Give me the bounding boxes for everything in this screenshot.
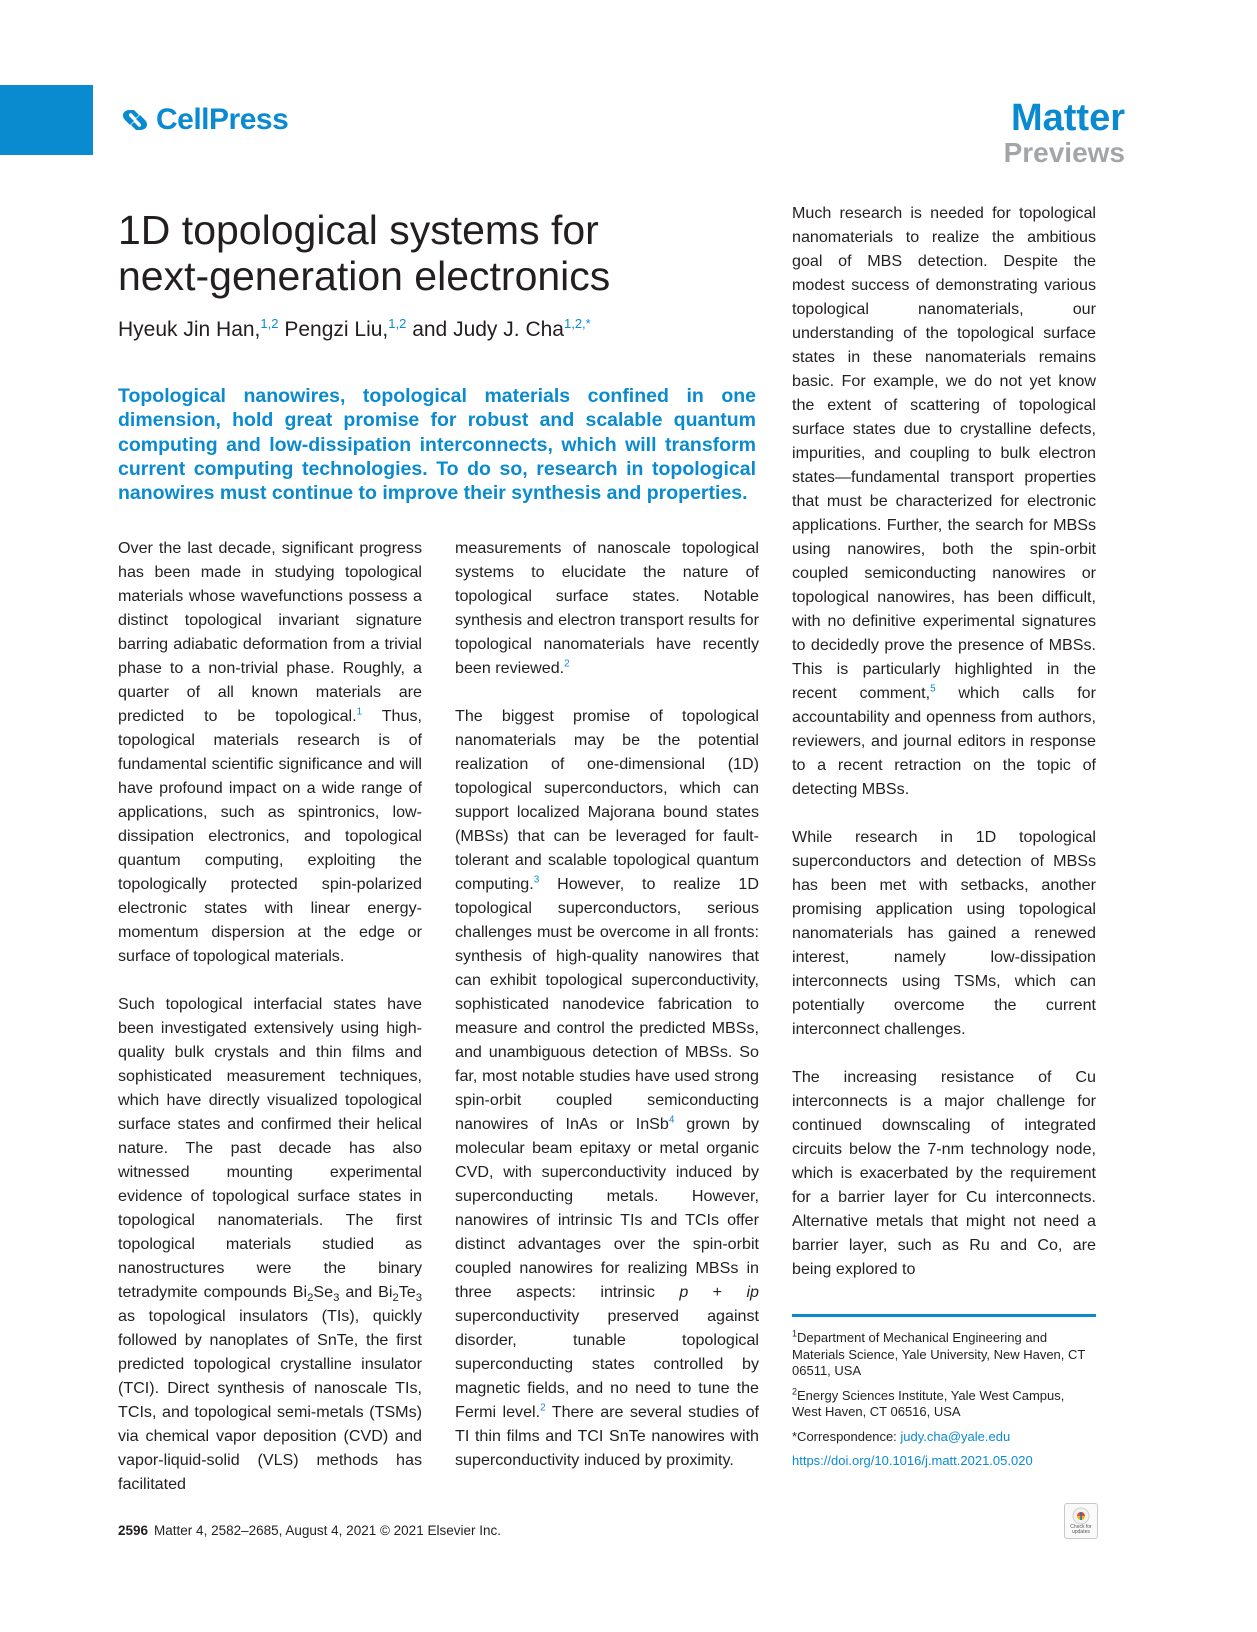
paragraph: measurements of nanoscale topological systems to elucidate the nature of topological surface states. Notable synthesis and electron transport results for topological nanomaterials have recently been reviewed.$^2$ — [455, 539, 759, 677]
check-updates-icon — [1072, 1507, 1090, 1525]
reference-link[interactable]: 4 — [668, 1114, 675, 1126]
journal-name: Matter — [1010, 97, 1125, 139]
badge-label-2: updates — [1072, 1529, 1090, 1535]
reference-link[interactable]: 1 — [356, 706, 363, 718]
doi — [792, 1453, 1096, 1470]
author-affiliation[interactable]: 1,2 — [260, 316, 279, 331]
body-column-3 — [792, 201, 1096, 1305]
doi-link[interactable]: https://doi.org/10.1016/j.matt.2021.05.020 — [792, 1453, 1033, 1468]
author-affiliation[interactable]: 1,2,* — [563, 316, 591, 331]
footnotes — [792, 1330, 1096, 1478]
abstract: Topological nanowires, topological materials confined in one dimension, hold great promise for robust and scalable quantum computing and low-dissipation interconnects, which will transform current computing technologies. To do so, research in topological nanowires must continue to improve their synthesis and properties. — [118, 385, 756, 505]
citation-line: Matter 4, 2582–2685, August 4, 2021 © 2021 Elsevier Inc. — [154, 1523, 501, 1538]
author-name: Judy J. Cha — [453, 318, 564, 341]
journal-header — [1004, 98, 1125, 168]
author-affiliation[interactable]: 1,2 — [388, 316, 407, 331]
page-number: 2596 — [118, 1523, 149, 1538]
reference-link[interactable]: 2 — [564, 658, 570, 670]
reference-link[interactable]: 3 — [533, 874, 540, 886]
reference-link[interactable]: 5 — [930, 683, 936, 695]
title-line-2: next-generation electronics — [118, 253, 611, 299]
check-for-updates-badge[interactable] — [1064, 1503, 1098, 1539]
paragraph: Over the last decade, significant progress has been made in studying topological materials whose wavefunctions possess a distinct topological invariant signature barring adiabatic deformation from a trivial phase to a non-trivial phase. Roughly, a quarter of all known materials are predicted to be topological.$^1$ Thus, topological materials research is of fundamental scientific significance and will have profound impact on a wide range of applications, such as spintronics, low-dissipation electronics, and topological quantum computing, exploiting the topologically protected spin-polarized electronic states with linear energy-momentum dispersion at the edge or surface of topological materials. — [118, 539, 422, 965]
author-list — [118, 318, 591, 342]
paragraph: The biggest promise of topological nanomaterials may be the potential realization of one-dimensional (1D) topological superconductors, which can support localized Majorana bound states (MBSs) that can be leveraged for fault-tolerant and scalable topological quantum computing.$^3$ However, to realize 1D topological superconductors, serious challenges must be overcome in all fronts: synthesis of high-quality nanowires that can exhibit topological superconductivity, sophisticated nanodevice fabrication to measure and control the predicted MBSs, and unambiguous detection of MBSs. So far, most notable studies have used strong spin-orbit coupled semiconducting nanowires of InAs or InSb$^4$ grown by molecular beam epitaxy or metal organic CVD, with superconductivity induced by superconducting metals. However, nanowires of intrinsic TIs and TCIs offer distinct advantages over the spin-orbit coupled nanowires for realizing MBSs in three aspects: intrinsic p + ip superconductivity preserved against disorder, tunable topological superconducting states controlled by magnetic fields, and no need to tune the Fermi level.$^2$ There are several studies of TI thin films and TCI SnTe nanowires with superconductivity induced by proximity. — [455, 707, 760, 1469]
correspondence: *Correspondence: judy.cha@yale.edu — [792, 1428, 1011, 1444]
author-name: Hyeuk Jin Han, — [118, 318, 261, 341]
corner-color-block — [0, 85, 93, 155]
cellpress-logo-icon — [118, 104, 152, 136]
article-title — [118, 207, 758, 299]
paragraph: While research in 1D topological superconductors and detection of MBSs has been met with setbacks, another promising application using topological nanomaterials has gained a renewed interest, namely low-dissipation interconnects using TSMs, which can potentially overcome the current interconnect challenges. — [792, 828, 1096, 1038]
page-footer — [118, 1523, 501, 1538]
body-column-1 — [118, 536, 422, 1520]
section-label: Previews — [1003, 137, 1125, 168]
badge-label-1: Check for — [1070, 1524, 1092, 1530]
paragraph: The increasing resistance of Cu interconnects is a major challenge for continued downscaling of integrated circuits below the 7-nm technology node, which is exacerbated by the requirement for a barrier layer for Cu interconnects. Alternative metals that might not need a barrier layer, such as Ru and Co, are being explored to — [792, 1068, 1096, 1278]
author-name: Pengzi Liu, — [284, 318, 389, 341]
affiliation-2: $^2$Energy Sciences Institute, Yale West Campus, West Haven, CT 06516, USA — [792, 1386, 1065, 1419]
body-column-2 — [455, 536, 759, 1496]
publisher-name: CellPress — [156, 103, 289, 136]
affiliation-1: $^1$Department of Mechanical Engineering and Materials Science, Yale University, New Haven, CT 06511, USA — [792, 1328, 1086, 1378]
paragraph: Much research is needed for topological nanomaterials to realize the ambitious goal of MBS detection. Despite the modest success of demonstrating various topological nanomaterials, our understanding of the topological surface states in these nanomaterials remains basic. For example, we do not yet know the extent of scattering of topological surface states due to crystalline defects, impurities, and coupling to bulk electron states—fundamental transport properties that must be characterized for electronic applications. Further, the search for MBSs using nanowires, both the spin-orbit coupled semiconducting nanowires or topological nanowires, has been difficult, with no definitive experimental signatures to decidedly prove the presence of MBSs. This is particularly highlighted in the recent comment,$^5$ which calls for accountability and openness from authors, reviewers, and journal editors in response to a recent retraction on the topic of detecting MBSs. — [792, 204, 1096, 798]
footnote-divider — [792, 1314, 1096, 1317]
paragraph: Such topological interfacial states have been investigated extensively using high-quality bulk crystals and thin films and sophisticated measurement techniques, which have directly visualized topological surface states and confirmed their helical nature. The past decade has also witnessed mounting experimental evidence of topological surface states in topological nanomaterials. The first topological materials studied as nanostructures were the binary tetradymite compounds $Bi_2Se_3$ and $Bi_2Te_3$ as topological insulators (TIs), quickly followed by nanoplates of SnTe, the first predicted topological crystalline insulator (TCI). Direct synthesis of nanoscale TIs, TCIs, and topological semi-metals (TSMs) via chemical vapor deposition (CVD) and vapor-liquid-solid (VLS) methods has facilitated — [118, 995, 423, 1493]
email-link[interactable]: judy.cha@yale.edu — [900, 1428, 1011, 1444]
reference-link[interactable]: 2 — [540, 1402, 546, 1414]
title-line-1: 1D topological systems for — [118, 207, 599, 253]
cellpress-logo[interactable] — [118, 103, 288, 137]
author-joiner: and — [412, 318, 448, 341]
